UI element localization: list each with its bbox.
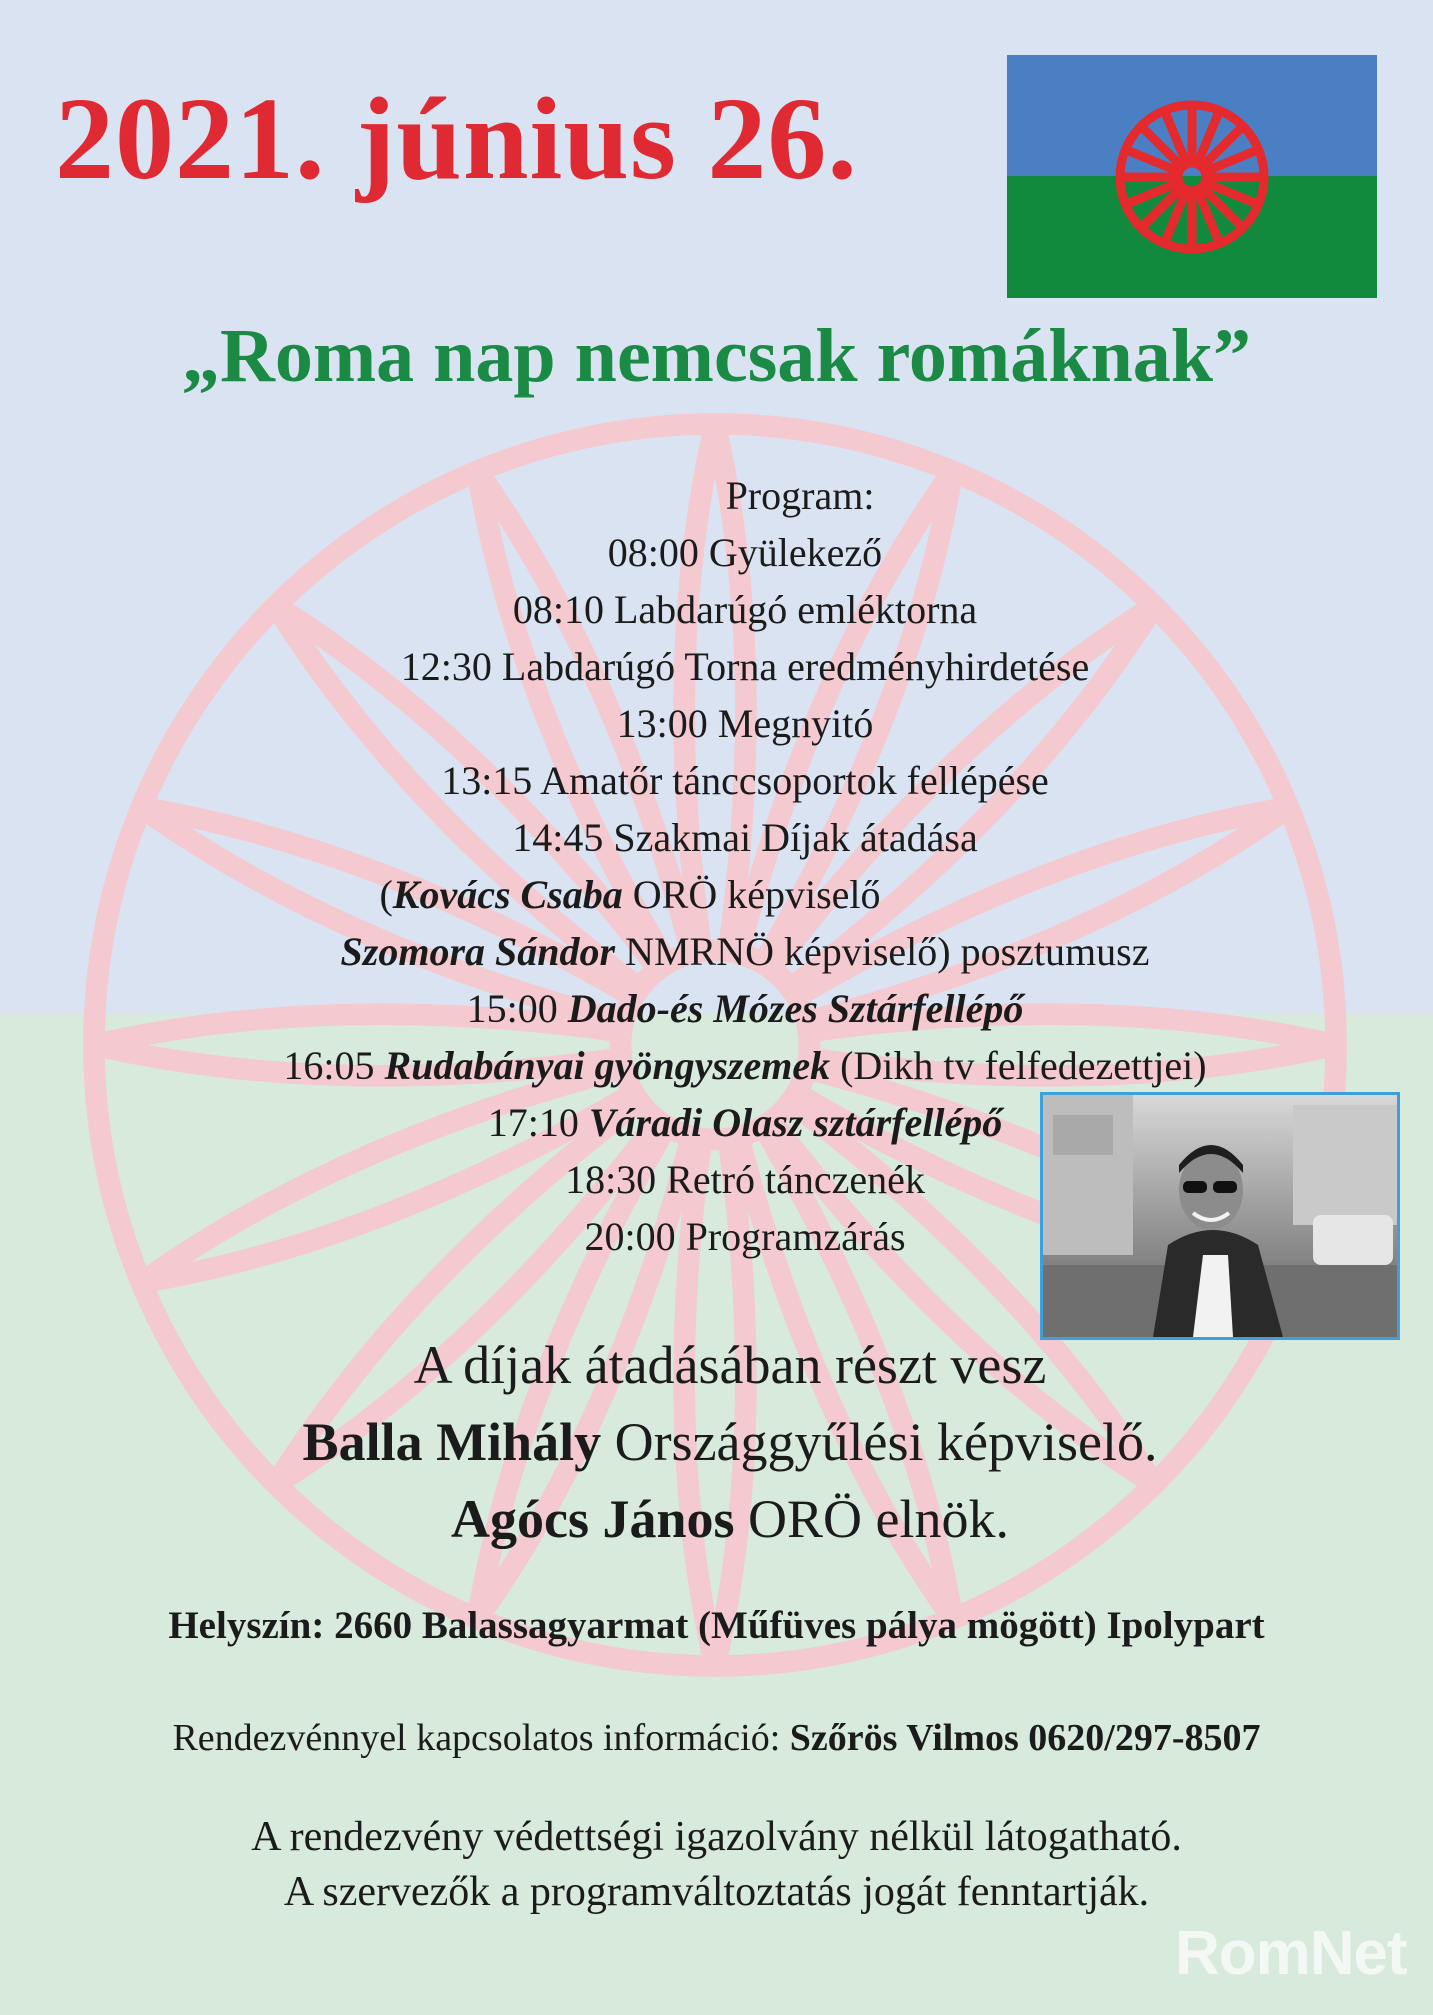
program-item (80, 809, 1410, 866)
performer-name: Dado-és Mózes Sztárfellépő (567, 986, 1024, 1031)
program-item (80, 581, 1410, 638)
program-heading: Program: (725, 473, 875, 518)
program-time: 13:15 (441, 758, 533, 803)
performer-photo (1040, 1092, 1400, 1340)
contact-person: Szőrös Vilmos 0620/297-8507 (789, 1717, 1261, 1759)
awards-presenter (180, 1481, 1280, 1558)
note-line: A szervezők a programváltoztatás jogát fenntartják. (283, 1869, 1150, 1915)
open-paren: ( (379, 872, 393, 917)
program-time: 13:00 (616, 701, 708, 746)
program-item (80, 980, 1410, 1037)
performer-name: Váradi Olasz sztárfellépő (588, 1100, 1003, 1145)
program-item (80, 752, 1410, 809)
program-text: Labdarúgó Torna eredményhirdetése (501, 644, 1090, 689)
program-time: 18:30 (565, 1157, 657, 1202)
awards-intro: A díjak átadásában részt vesz (413, 1335, 1047, 1395)
performer-note: (Dikh tv felfedezettjei) (840, 1043, 1207, 1088)
presenter-title: Országgyűlési képviselő. (614, 1412, 1158, 1472)
awardee-name: Szomora Sándor (340, 929, 616, 974)
event-date-headline: 2021. június 26. (55, 73, 858, 204)
program-text: Amatőr tánccsoportok fellépése (540, 758, 1049, 803)
performer-portrait-image (1043, 1095, 1397, 1337)
program-text: Retró tánczenék (666, 1157, 925, 1202)
program-time: 12:30 (400, 644, 492, 689)
presenter-name: Agócs János (450, 1489, 735, 1549)
program-text: Gyülekező (708, 530, 883, 575)
program-time: 17:10 (487, 1100, 579, 1145)
program-text: Megnyitó (717, 701, 874, 746)
contact-label: Rendezvénnyel kapcsolatos információ: (172, 1717, 781, 1759)
venue-info: Helyszín: 2660 Balassagyarmat (Műfüves pálya mögött) Ipolypart (168, 1604, 1265, 1647)
program-time: 14:45 (512, 815, 604, 860)
presenter-title: ORÖ elnök. (748, 1489, 1009, 1549)
event-slogan: „Roma nap nemcsak romáknak” (181, 314, 1252, 398)
program-time: 15:00 (466, 986, 558, 1031)
awards-presenter (180, 1404, 1280, 1481)
romnet-watermark: RomNet (1175, 1919, 1407, 1988)
program-item (80, 638, 1410, 695)
performer-name: Rudabányai gyöngyszemek (384, 1043, 831, 1088)
program-text: Programzárás (685, 1214, 906, 1259)
roma-flag-icon (1007, 55, 1377, 298)
note-line: A rendezvény védettségi igazolvány nélkül látogatható. (251, 1814, 1182, 1860)
program-text: Szakmai Díjak átadása (613, 815, 978, 860)
program-item (80, 1037, 1410, 1094)
program-item (80, 695, 1410, 752)
awards-section (180, 1327, 1280, 1558)
program-text: Labdarúgó emléktorna (613, 587, 978, 632)
program-item (80, 524, 1410, 581)
presenter-name: Balla Mihály (302, 1412, 602, 1472)
awardee-line (80, 866, 1410, 923)
program-time: 08:00 (607, 530, 699, 575)
event-notes (0, 1810, 1433, 1920)
contact-info (0, 1716, 1433, 1760)
program-time: 16:05 (283, 1043, 375, 1088)
awardee-line (80, 923, 1410, 980)
awardee-role: ORÖ képviselő (632, 872, 881, 917)
program-time: 08:10 (512, 587, 604, 632)
awardee-role: NMRNÖ képviselő) posztumusz (625, 929, 1150, 974)
program-time: 20:00 (584, 1214, 676, 1259)
awardee-name: Kovács Csaba (392, 872, 623, 917)
